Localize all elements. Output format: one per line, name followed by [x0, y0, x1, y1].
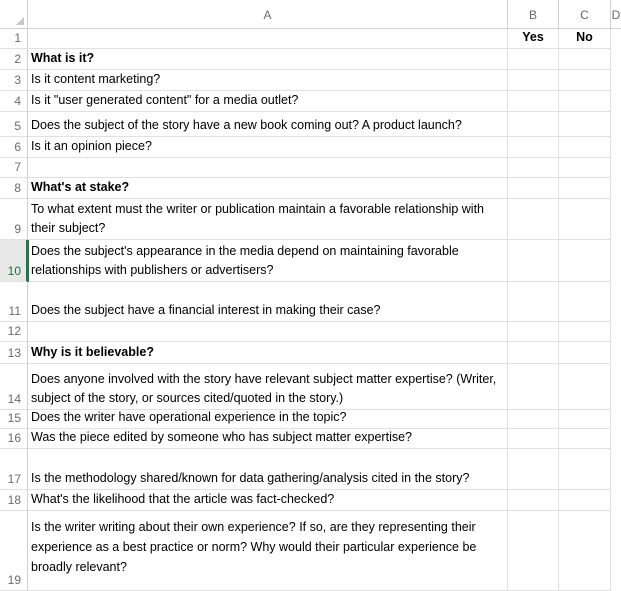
row-number: 1: [14, 31, 21, 45]
cell-text: No: [576, 30, 593, 44]
cell-text: Yes: [522, 30, 544, 44]
row-number: 19: [7, 573, 21, 587]
column-header-a[interactable]: [28, 0, 508, 29]
cell-a19[interactable]: [28, 511, 508, 591]
cell-a11[interactable]: [28, 282, 508, 322]
cell-b11[interactable]: [508, 282, 559, 322]
cell-a10[interactable]: [28, 240, 508, 282]
cell-c11[interactable]: [559, 282, 611, 322]
cell-text: Does the writer have operational experience in the topic?: [31, 410, 347, 424]
cell-b16[interactable]: [508, 429, 559, 449]
row-number: 13: [7, 346, 21, 360]
row-number: 5: [14, 119, 21, 133]
cell-c6[interactable]: [559, 137, 611, 158]
cell-a1[interactable]: [28, 29, 508, 49]
cell-a9[interactable]: [28, 199, 508, 240]
column-header-label: C: [580, 8, 589, 22]
row-number: 8: [14, 181, 21, 195]
cell-c18[interactable]: [559, 490, 611, 511]
column-header-label: B: [528, 8, 537, 22]
column-header-d[interactable]: [611, 0, 621, 29]
row-number: 18: [7, 493, 21, 507]
cell-b15[interactable]: [508, 410, 559, 429]
cell-text: What's the likelihood that the article was fact-checked?: [31, 492, 335, 506]
cell-b18[interactable]: [508, 490, 559, 511]
row-number: 10: [7, 264, 21, 278]
cell-a4[interactable]: [28, 91, 508, 112]
row-number: 12: [7, 324, 21, 338]
cell-a8[interactable]: [28, 178, 508, 199]
row-number: 14: [7, 392, 21, 406]
cell-b2[interactable]: [508, 49, 559, 70]
row-number: 3: [14, 73, 21, 87]
cell-a16[interactable]: [28, 429, 508, 449]
cell-text: Is the writer writing about their own experience? If so, are they representing their experience as a best practice or norm? Why would their particular experience be broadly relevant?: [31, 520, 477, 574]
cell-b19[interactable]: [508, 511, 559, 591]
cell-text: To what extent must the writer or publication maintain a favorable relationship with their subject?: [31, 202, 485, 235]
row-number: 2: [14, 52, 21, 66]
cell-a12[interactable]: [28, 322, 508, 342]
cell-c4[interactable]: [559, 91, 611, 112]
cell-b14[interactable]: [508, 364, 559, 410]
cell-a6[interactable]: [28, 137, 508, 158]
cell-c16[interactable]: [559, 429, 611, 449]
cell-b6[interactable]: [508, 137, 559, 158]
cell-text: Is it content marketing?: [31, 72, 161, 86]
column-header-c[interactable]: [559, 0, 611, 29]
row-number: 11: [8, 304, 21, 318]
cell-b4[interactable]: [508, 91, 559, 112]
cell-b8[interactable]: [508, 178, 559, 199]
row-header-14[interactable]: [0, 364, 28, 410]
cell-text: Is it an opinion piece?: [31, 139, 152, 153]
cell-text: What's at stake?: [31, 180, 130, 194]
cell-text: Why is it believable?: [31, 345, 154, 359]
cell-text: Is it "user generated content" for a media outlet?: [31, 93, 299, 107]
cell-b1-yes-header[interactable]: [508, 29, 559, 49]
cell-a13[interactable]: [28, 342, 508, 364]
cell-c8[interactable]: [559, 178, 611, 199]
cell-a5[interactable]: [28, 112, 508, 137]
cell-a18[interactable]: [28, 490, 508, 511]
row-header-11[interactable]: [0, 282, 28, 322]
column-header-label: D: [611, 8, 621, 22]
cell-c17[interactable]: [559, 449, 611, 490]
cell-c15[interactable]: [559, 410, 611, 429]
row-header-4[interactable]: [0, 91, 28, 112]
row-header-8[interactable]: [0, 178, 28, 199]
cell-b9[interactable]: [508, 199, 559, 240]
row-header-12[interactable]: [0, 322, 28, 342]
row-header-9[interactable]: [0, 199, 28, 240]
select-all-triangle-icon: [16, 17, 24, 25]
cell-text: Was the piece edited by someone who has subject matter expertise?: [31, 430, 412, 444]
cell-a14[interactable]: [28, 364, 508, 410]
row-header-13[interactable]: [0, 342, 28, 364]
cell-text: Does anyone involved with the story have relevant subject matter expertise? (Writer, subject of the story, or sources cited/quoted in the story.): [31, 372, 497, 405]
row-header-1[interactable]: [0, 29, 28, 49]
row-header-15[interactable]: [0, 410, 28, 429]
cell-text: Does the subject's appearance in the media depend on maintaining favorable relationships with publishers or advertisers?: [31, 244, 459, 277]
cell-text: Does the subject of the story have a new book coming out? A product launch?: [31, 118, 462, 132]
cell-c12[interactable]: [559, 322, 611, 342]
cell-c1-no-header[interactable]: [559, 29, 611, 49]
cell-b13[interactable]: [508, 342, 559, 364]
row-number: 6: [14, 140, 21, 154]
cell-b3[interactable]: [508, 70, 559, 91]
cell-a2[interactable]: [28, 49, 508, 70]
cell-c9[interactable]: [559, 199, 611, 240]
column-header-label: A: [263, 8, 272, 22]
cell-text: Does the subject have a financial interest in making their case?: [31, 303, 381, 317]
row-header-2[interactable]: [0, 49, 28, 70]
cell-b17[interactable]: [508, 449, 559, 490]
cell-c13[interactable]: [559, 342, 611, 364]
row-header-16[interactable]: [0, 429, 28, 449]
cell-c7[interactable]: [559, 158, 611, 178]
row-header-7[interactable]: [0, 158, 28, 178]
cell-b5[interactable]: [508, 112, 559, 137]
cell-a17[interactable]: [28, 449, 508, 490]
row-header-18[interactable]: [0, 490, 28, 511]
row-number: 7: [14, 160, 21, 174]
cell-a7[interactable]: [28, 158, 508, 178]
row-number: 17: [7, 472, 21, 486]
row-number: 15: [7, 411, 21, 425]
cell-a15[interactable]: [28, 410, 508, 429]
row-header-17[interactable]: [0, 449, 28, 490]
row-header-6[interactable]: [0, 137, 28, 158]
cell-c10[interactable]: [559, 240, 611, 282]
cell-c5[interactable]: [559, 112, 611, 137]
cell-a3[interactable]: [28, 70, 508, 91]
row-number: 16: [7, 431, 21, 445]
select-all-corner[interactable]: [0, 0, 28, 29]
cell-c14[interactable]: [559, 364, 611, 410]
cell-b7[interactable]: [508, 158, 559, 178]
cell-b10[interactable]: [508, 240, 559, 282]
row-number: 9: [14, 222, 21, 236]
row-number: 4: [14, 94, 21, 108]
row-header-3[interactable]: [0, 70, 28, 91]
cell-c3[interactable]: [559, 70, 611, 91]
column-header-b[interactable]: [508, 0, 559, 29]
row-header-10[interactable]: [0, 240, 28, 282]
row-header-5[interactable]: [0, 112, 28, 137]
row-header-19[interactable]: [0, 511, 28, 591]
cell-c19[interactable]: [559, 511, 611, 591]
cell-text: What is it?: [31, 51, 95, 65]
cell-b12[interactable]: [508, 322, 559, 342]
cell-c2[interactable]: [559, 49, 611, 70]
cell-text: Is the methodology shared/known for data gathering/analysis cited in the story?: [31, 471, 470, 485]
